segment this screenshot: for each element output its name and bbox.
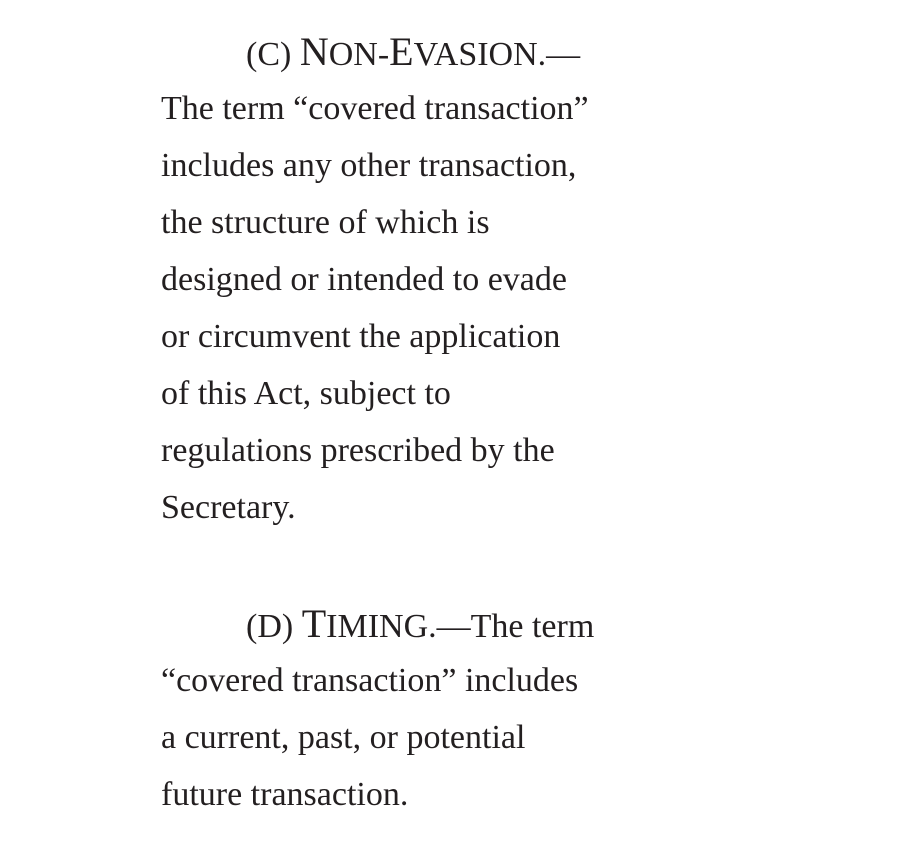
- section-c-heading: [246, 29, 581, 75]
- section-c-label: (C): [246, 36, 300, 73]
- section-c-heading-initial-2: E: [389, 29, 414, 74]
- section-d-label: (D): [246, 608, 302, 645]
- section-d-line: future transaction.: [161, 776, 409, 813]
- section-c-line: The term “covered transaction”: [161, 90, 589, 127]
- section-c-line: designed or intended to evade: [161, 261, 567, 298]
- section-d-line: a current, past, or potential: [161, 719, 526, 756]
- section-d-heading-initial: T: [301, 601, 327, 646]
- section-c-line: regulations prescribed by the: [161, 432, 555, 469]
- section-c-line: of this Act, subject to: [161, 375, 451, 412]
- section-d-heading-tail: .—The term: [428, 608, 595, 645]
- section-d-heading: [246, 601, 595, 647]
- section-c-heading-text-2: VASION: [413, 36, 538, 73]
- section-c-line: Secretary.: [161, 489, 296, 526]
- section-d-heading-text: IMING: [326, 608, 429, 645]
- section-c-line: or circumvent the application: [161, 318, 561, 355]
- section-c-em-dash: .—: [537, 36, 581, 73]
- section-c-heading-text: ON-: [328, 36, 390, 73]
- section-d-line: “covered transaction” includes: [161, 662, 579, 699]
- section-c-line: includes any other transaction,: [161, 147, 577, 184]
- section-c-heading-initial: N: [299, 29, 329, 74]
- section-c-line: the structure of which is: [161, 204, 490, 241]
